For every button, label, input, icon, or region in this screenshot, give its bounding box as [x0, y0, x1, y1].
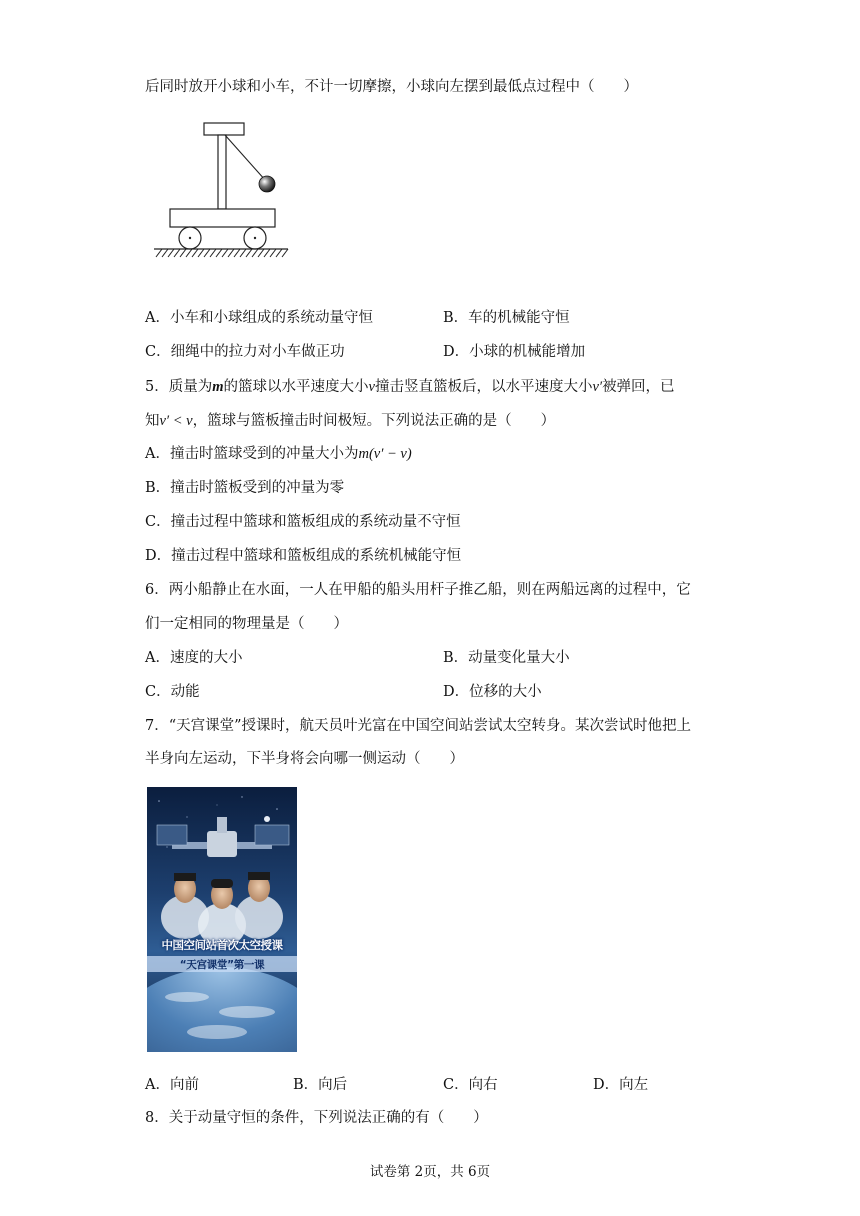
q4-option-b: B．车的机械能守恒 — [443, 310, 570, 326]
q7-option-a: A．向前 — [145, 1077, 199, 1093]
post-shape — [218, 135, 226, 209]
q6-line-1: 6．两小船静止在水面，一人在甲船的船头用杆子推乙船，则在两船远离的过程中，它 — [145, 582, 691, 598]
q5-inequality: v′ < v — [159, 413, 193, 429]
q5-option-d: D．撞击过程中篮球和篮板组成的系统机械能守恒 — [145, 548, 462, 564]
q5-vprime-symbol: v′ — [592, 379, 603, 395]
crossbar-shape — [204, 123, 244, 135]
q6-option-a: A．速度的大小 — [145, 650, 243, 666]
page-footer: 试卷第 2页，共 6页 — [369, 1164, 491, 1180]
q5-option-b: B．撞击时篮板受到的冲量为零 — [145, 480, 345, 496]
photo-subtitle: “天宫课堂”第一课 — [179, 959, 265, 971]
photo-title: 中国空间站首次太空授课 — [161, 938, 283, 952]
q5-impulse-expr: m(v′ − v) — [358, 446, 412, 462]
q7-line-1: 7．“天宫课堂”授课时，航天员叶光富在中国空间站尝试太空转身。某次尝试时他把上 — [145, 718, 692, 734]
q6-line-2: 们一定相同的物理量是（ ） — [145, 616, 348, 632]
q5-line-2: 知v′ < v，篮球与篮板撞击时间极短。下列说法正确的是（ ） — [145, 413, 556, 429]
tiangong-classroom-photo — [147, 787, 297, 1052]
q6-option-c: C．动能 — [145, 684, 200, 700]
ball-shape — [259, 176, 275, 192]
cart-body-shape — [170, 209, 275, 227]
astronauts-shape — [161, 872, 283, 947]
ground-hatch — [156, 249, 288, 257]
q6-option-b: B．动量变化量大小 — [443, 650, 570, 666]
q7-option-b: B．向后 — [293, 1077, 348, 1093]
q5-mass-symbol: m — [212, 379, 224, 395]
q4-stem-tail: 后同时放开小球和小车，不计一切摩擦，小球向左摆到最低点过程中（ ） — [145, 79, 638, 95]
q7-option-c: C．向右 — [443, 1077, 498, 1093]
q6-option-d: D．位移的大小 — [443, 684, 542, 700]
q7-option-d: D．向左 — [593, 1077, 649, 1093]
q4-option-c: C．细绳中的拉力对小车做正功 — [145, 344, 345, 360]
q5-option-a: A．撞击时篮球受到的冲量大小为m(v′ − v) — [145, 446, 412, 462]
q8-line-1: 8．关于动量守恒的条件，下列说法正确的有（ ） — [145, 1110, 488, 1126]
q5-line-1: 5．质量为m的篮球以水平速度大小v撞击竖直篮板后，以水平速度大小v′被弹回，已 — [145, 379, 675, 395]
string-line — [225, 135, 266, 181]
q4-option-d: D．小球的机械能增加 — [443, 344, 586, 360]
q5-option-c: C．撞击过程中篮球和篮板组成的系统动量不守恒 — [145, 514, 461, 530]
q5-v-symbol: v — [368, 379, 375, 395]
q7-line-2: 半身向左运动，下半身将会向哪一侧运动（ ） — [145, 751, 464, 767]
cart-pendulum-figure — [150, 118, 290, 260]
q4-option-a: A．小车和小球组成的系统动量守恒 — [145, 310, 373, 326]
